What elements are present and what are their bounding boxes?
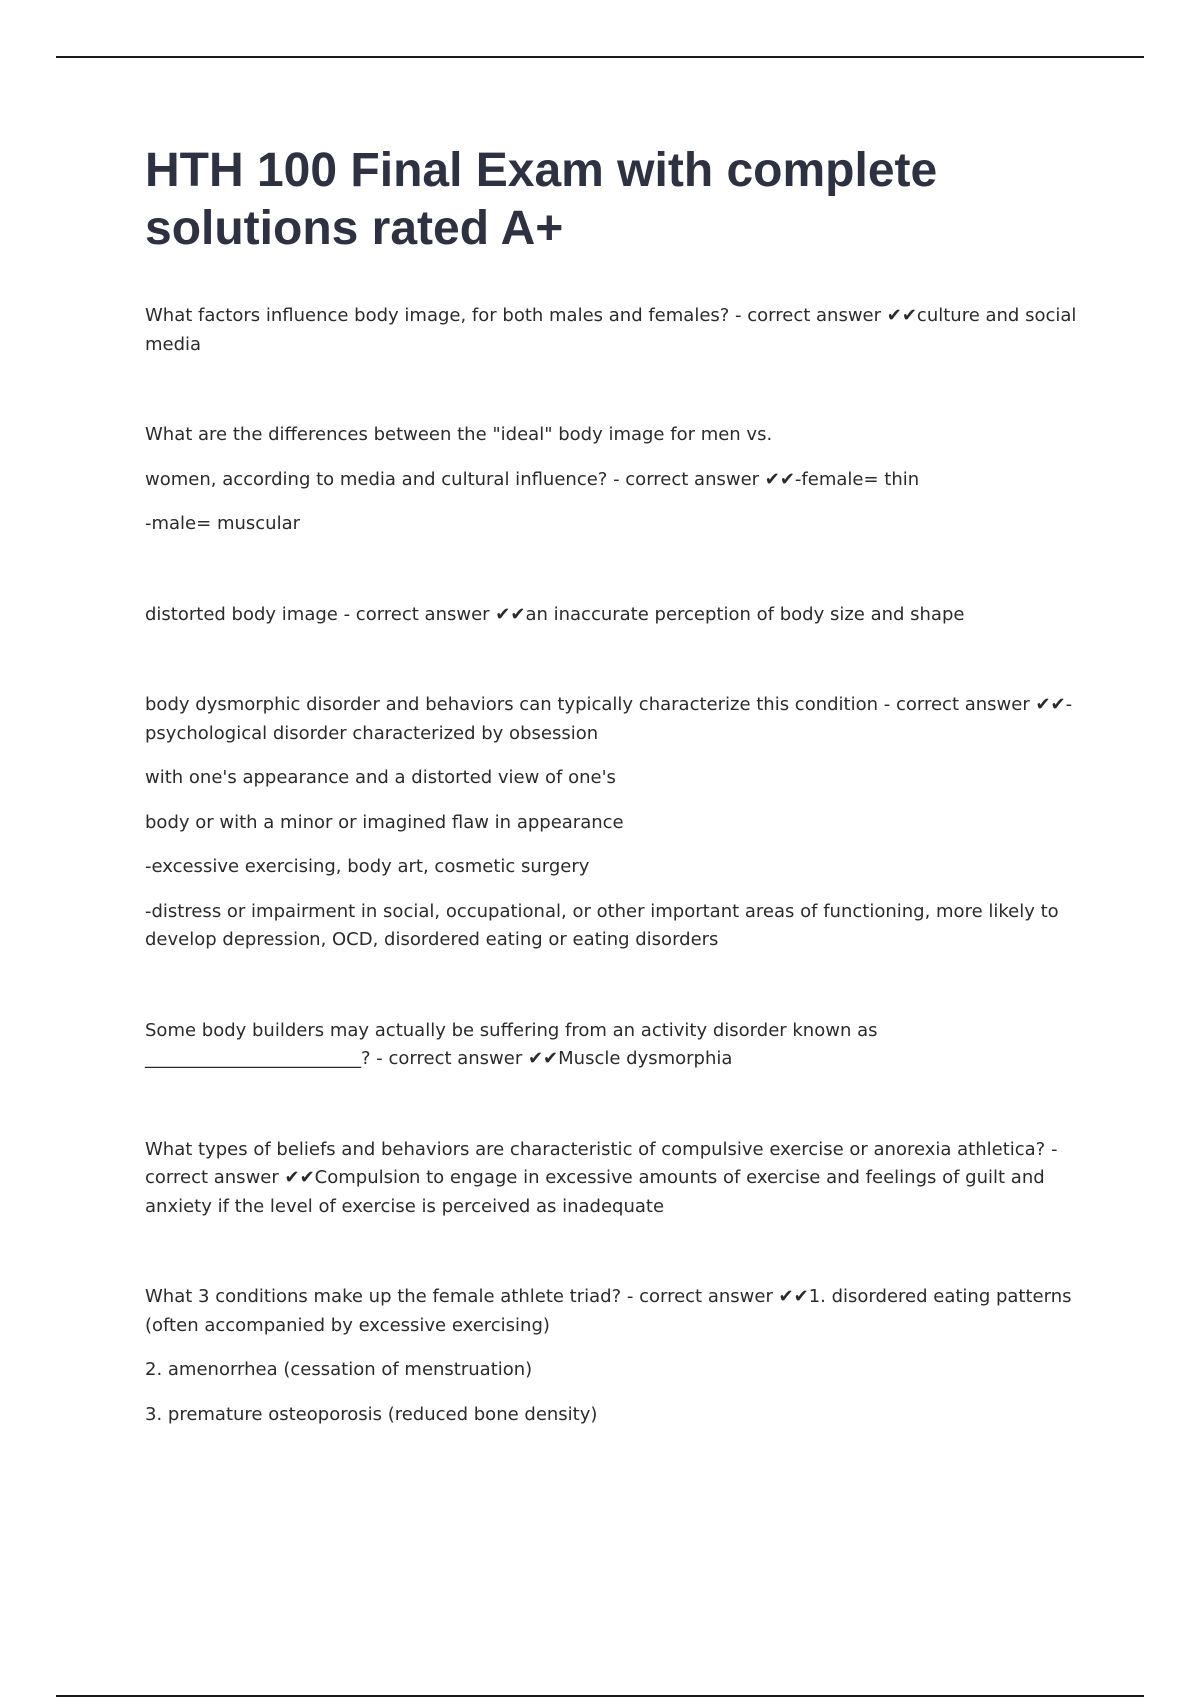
qa-line: body or with a minor or imagined flaw in appearance [145, 811, 624, 833]
qa-line: distorted body image - correct answer ✔✔an inaccurate perception of body size and shape [145, 603, 965, 625]
qa-entry-5 [145, 1017, 1080, 1074]
qa-line: body dysmorphic disorder and behaviors can typically characterize this condition - correct answer ✔✔-psychological disorder characterized by obsession [145, 694, 1073, 744]
qa-entry-4 [145, 691, 1080, 955]
qa-list [145, 302, 1080, 1491]
header-rule [56, 56, 1144, 58]
qa-line: with one's appearance and a distorted view of one's [145, 767, 616, 788]
qa-line: 3. premature osteoporosis (reduced bone density) [145, 1403, 598, 1425]
qa-line: -excessive exercising, body art, cosmetic surgery [145, 856, 590, 877]
document-title: HTH 100 Final Exam with complete solutions rated A+ [145, 144, 938, 255]
qa-entry-2 [145, 421, 1080, 539]
qa-line: women, according to media and cultural influence? - correct answer ✔✔-female= thin [145, 468, 920, 490]
qa-line: What factors influence body image, for both males and females? - correct answer ✔✔culture and social media [145, 305, 1077, 355]
qa-line: Some body builders may actually be suffering from an activity disorder known as ________________________? - correct answer ✔✔Muscle dysmorphia [145, 1019, 878, 1069]
qa-line: -male= muscular [145, 513, 300, 534]
footer-rule [56, 1695, 1144, 1697]
qa-line: 2. amenorrhea (cessation of menstruation) [145, 1359, 533, 1380]
qa-entry-3 [145, 601, 1080, 630]
qa-line: What types of beliefs and behaviors are characteristic of compulsive exercise or anorexia athletica? - correct answer ✔✔Compulsion to engage in excessive amounts of exercise and feelings of guilt and anxiety if the level of exercise is perceived as inadequate [145, 1138, 1058, 1217]
qa-entry-7 [145, 1283, 1080, 1429]
qa-entry-1 [145, 302, 1080, 359]
qa-line: What 3 conditions make up the female athlete triad? - correct answer ✔✔1. disordered eating patterns (often accompanied by excessive exercising) [145, 1286, 1072, 1336]
qa-line: -distress or impairment in social, occupational, or other important areas of functioning, more likely to develop depression, OCD, disordered eating or eating disorders [145, 900, 1059, 950]
qa-entry-6 [145, 1136, 1080, 1222]
qa-line: What are the differences between the "ideal" body image for men vs. [145, 424, 773, 445]
